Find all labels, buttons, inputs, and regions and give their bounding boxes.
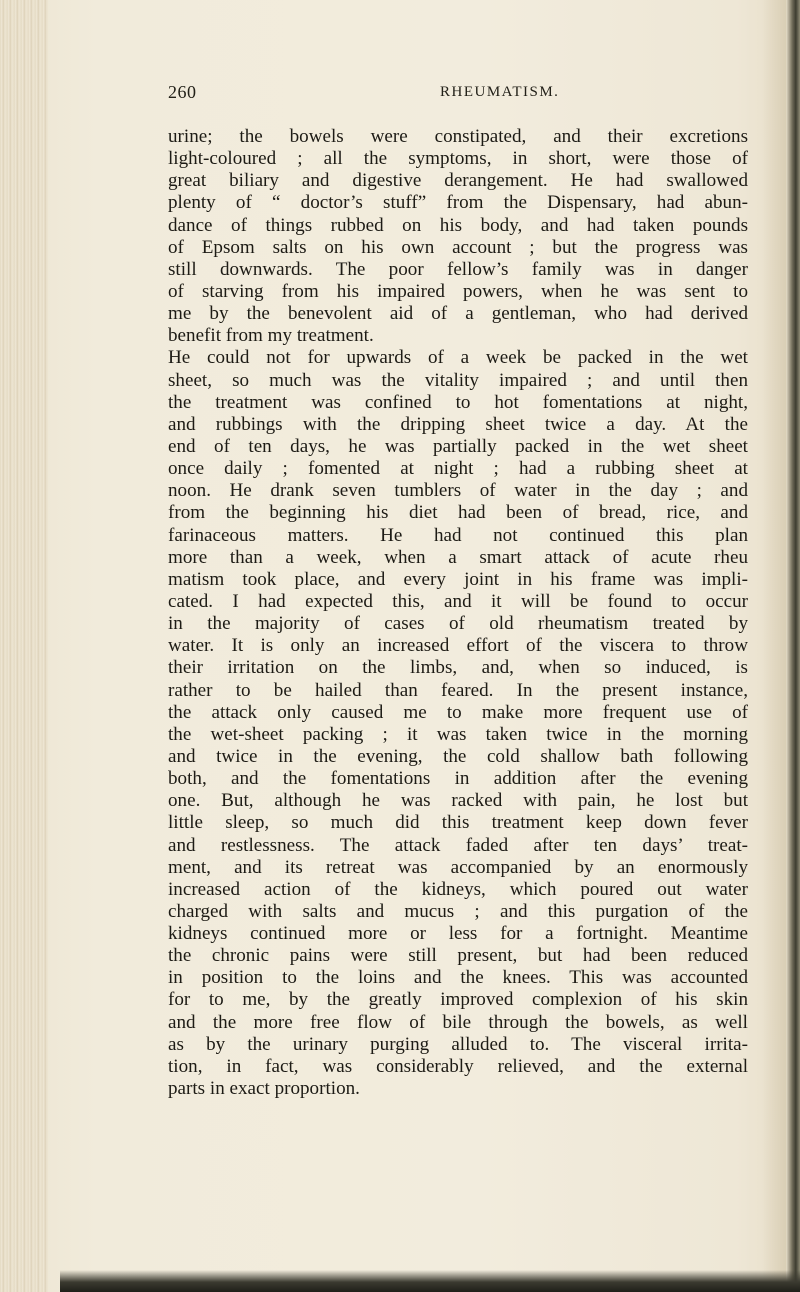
text-line: in the majority of cases of old rheumatism treated by [168, 613, 748, 635]
text-line: their irritation on the limbs, and, when so induced, is [168, 657, 748, 679]
text-line: me by the benevolent aid of a gentleman, who had derived [168, 303, 748, 325]
text-line: plenty of “ doctor’s stuff” from the Dispensary, had abun- [168, 192, 748, 214]
text-line: urine; the bowels were constipated, and their excretions [168, 126, 748, 147]
text-line: rather to be hailed than feared. In the present instance, [168, 679, 748, 701]
text-line: more than a week, when a smart attack of acute rheu [168, 546, 748, 568]
text-line: the chronic pains were still present, but had been reduced [168, 945, 748, 967]
text-line: light-coloured ; all the symptoms, in short, were those of [168, 148, 748, 170]
page-edge-shadow [762, 0, 786, 1292]
text-line: increased action of the kidneys, which poured out water [168, 878, 748, 900]
text-line: benefit from my treatment. [168, 325, 374, 347]
text-line: cated. I had expected this, and it will be found to occur [168, 590, 748, 612]
text-line: water. It is only an increased effort of the viscera to throw [168, 635, 748, 657]
text-line: parts in exact proportion. [168, 1078, 360, 1100]
text-line: the wet-sheet packing ; it was taken twice in the morning [168, 723, 748, 745]
text-line: and restlessness. The attack faded after ten days’ treat- [168, 834, 748, 856]
text-line: kidneys continued more or less for a fortnight. Meantime [168, 923, 748, 945]
text-line: and rubbings with the dripping sheet twice a day. At the [168, 413, 748, 435]
book-fore-edge [786, 0, 800, 1292]
text-line: still downwards. The poor fellow’s family was in danger [168, 258, 748, 280]
bottom-edge-shadow [60, 1270, 800, 1292]
text-line: He could not for upwards of a week be packed in the wet [168, 347, 748, 369]
text-line: great biliary and digestive derangement. He had swallowed [168, 170, 748, 192]
text-line: end of ten days, he was partially packed in the wet sheet [168, 435, 748, 457]
body-text [168, 126, 748, 1100]
text-line: from the beginning his diet had been of bread, rice, and [168, 502, 748, 524]
text-line: the treatment was confined to hot fomentations at night, [168, 391, 748, 413]
text-line: and the more free flow of bile through the bowels, as well [168, 1011, 748, 1033]
text-line: noon. He drank seven tumblers of water in the day ; and [168, 480, 748, 502]
text-line: charged with salts and mucus ; and this purgation of the [168, 900, 748, 922]
text-line: in position to the loins and the knees. This was accounted [168, 967, 748, 989]
running-title: RHEUMATISM. [440, 84, 560, 100]
text-line: of starving from his impaired powers, when he was sent to [168, 280, 748, 302]
text-line: ment, and its retreat was accompanied by an enormously [168, 856, 748, 878]
text-line: once daily ; fomented at night ; had a rubbing sheet at [168, 458, 748, 480]
text-line: sheet, so much was the vitality impaired ; and until then [168, 369, 748, 391]
text-line: farinaceous matters. He had not continued this plan [168, 524, 748, 546]
text-line: of Epsom salts on his own account ; but the progress was [168, 236, 748, 258]
text-line: little sleep, so much did this treatment keep down fever [168, 812, 748, 834]
page-number: 260 [168, 82, 197, 102]
text-line: and twice in the evening, the cold shallow bath following [168, 745, 748, 767]
text-line: for to me, by the greatly improved complexion of his skin [168, 989, 748, 1011]
text-line: as by the urinary purging alluded to. The visceral irrita- [168, 1033, 748, 1055]
text-line: tion, in fact, was considerably relieved, and the external [168, 1055, 748, 1077]
text-line: one. But, although he was racked with pain, he lost but [168, 790, 748, 812]
text-line: matism took place, and every joint in his frame was impli- [168, 568, 748, 590]
text-line: the attack only caused me to make more frequent use of [168, 701, 748, 723]
text-line: dance of things rubbed on his body, and had taken pounds [168, 214, 748, 236]
text-line: both, and the fomentations in addition after the evening [168, 768, 748, 790]
page-gutter [0, 0, 48, 1292]
page-header [168, 82, 748, 108]
